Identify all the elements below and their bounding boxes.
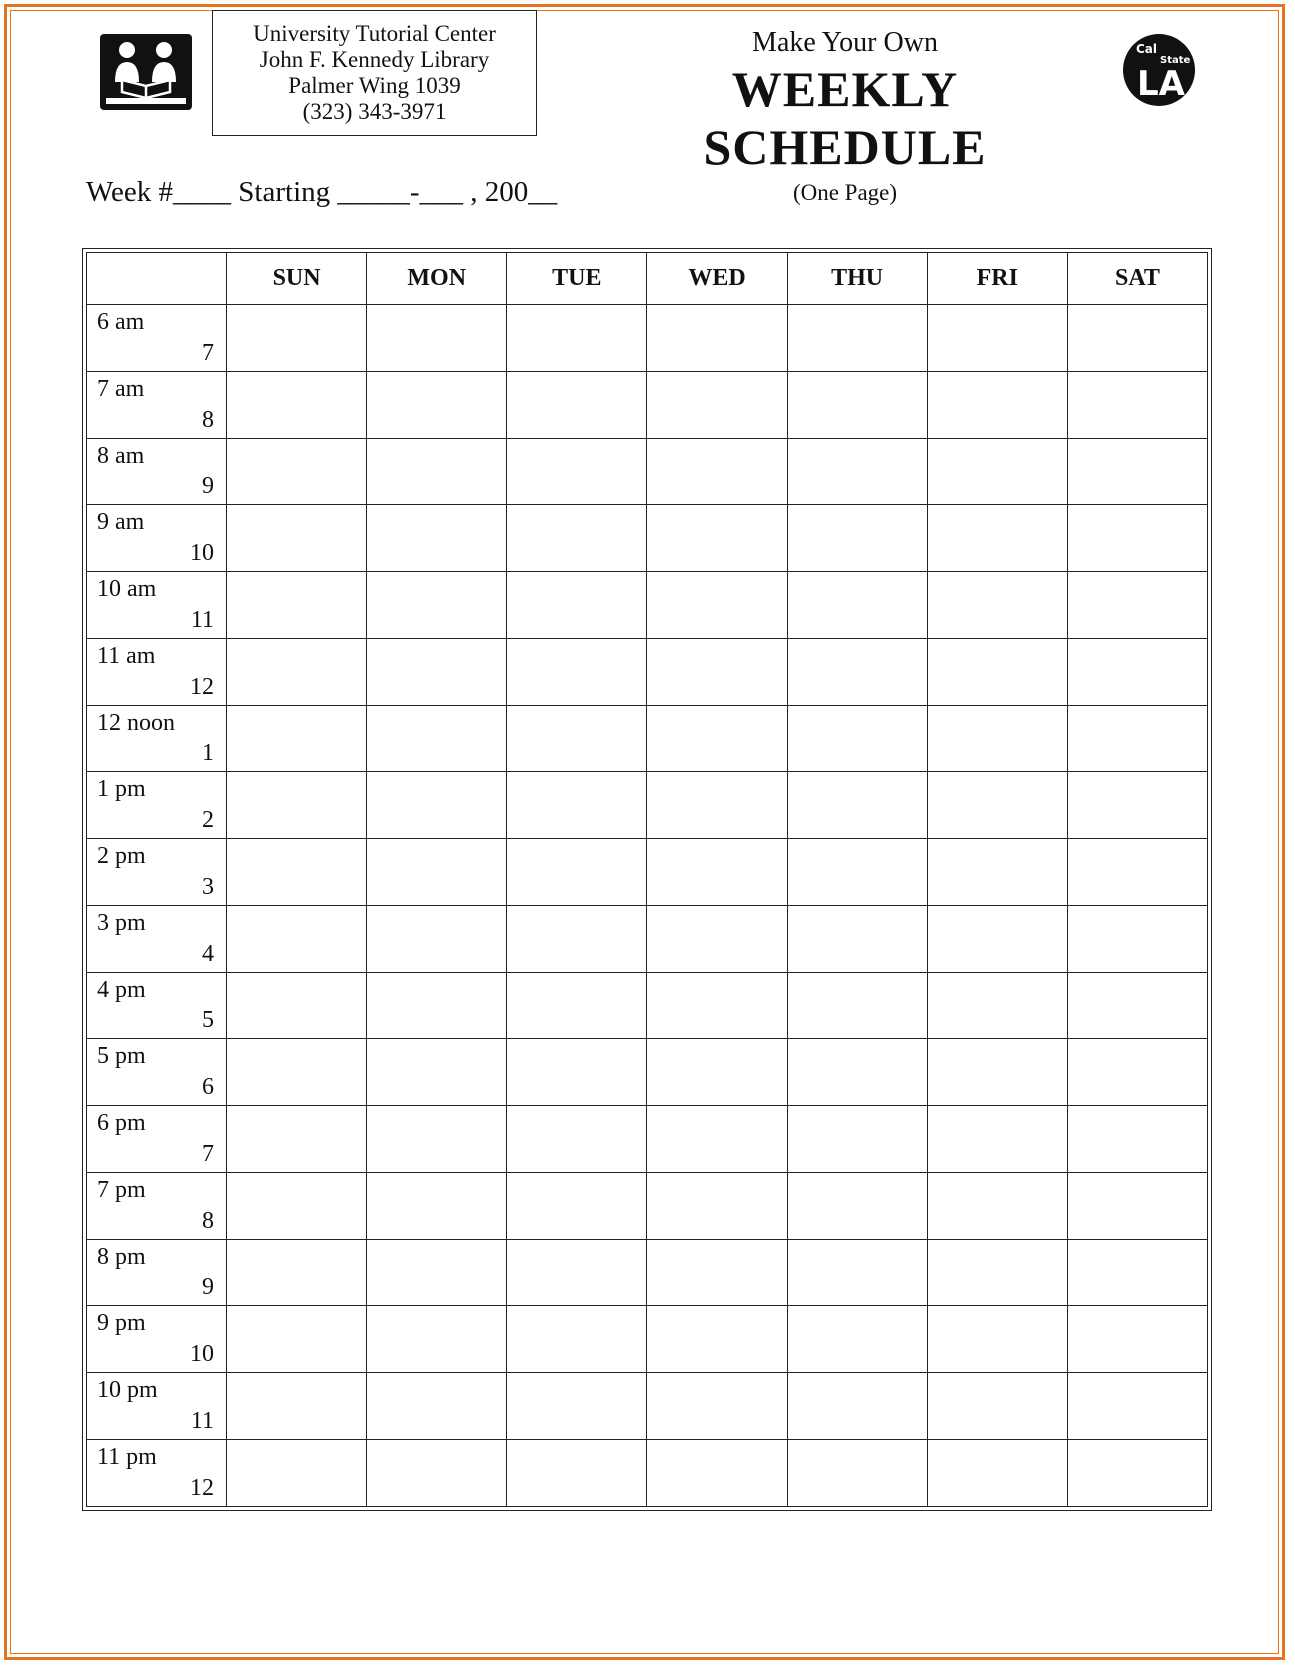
time-end: 12	[190, 1475, 214, 1501]
table-row	[87, 1239, 1208, 1306]
schedule-slot-sat[interactable]	[1067, 438, 1207, 505]
time-label-cell	[87, 638, 227, 705]
day-header-fri: FRI	[927, 253, 1067, 305]
schedule-slot-fri[interactable]	[927, 438, 1067, 505]
schedule-slot-thu[interactable]	[787, 705, 927, 772]
schedule-slot-mon[interactable]	[367, 1039, 507, 1106]
schedule-slot-tue[interactable]	[507, 972, 647, 1039]
schedule-slot-sat[interactable]	[1067, 572, 1207, 639]
schedule-slot-tue[interactable]	[507, 1172, 647, 1239]
table-row	[87, 638, 1208, 705]
schedule-slot-sun[interactable]	[227, 638, 367, 705]
schedule-slot-wed[interactable]	[647, 305, 787, 372]
table-row	[87, 839, 1208, 906]
table-row	[87, 1440, 1208, 1507]
schedule-slot-thu[interactable]	[787, 1239, 927, 1306]
time-start: 10 pm	[97, 1377, 158, 1404]
schedule-slot-sun[interactable]	[227, 572, 367, 639]
title-weekly: WEEKLY	[731, 61, 959, 117]
schedule-slot-tue[interactable]	[507, 438, 647, 505]
schedule-slot-tue[interactable]	[507, 1106, 647, 1173]
table-row	[87, 305, 1208, 372]
schedule-slot-sun[interactable]	[227, 839, 367, 906]
cal-state-la-logo	[1122, 33, 1196, 107]
schedule-table-frame	[82, 248, 1212, 1511]
schedule-slot-mon[interactable]	[367, 1239, 507, 1306]
time-end: 3	[202, 873, 214, 900]
table-row	[87, 972, 1208, 1039]
schedule-table	[86, 252, 1208, 1507]
schedule-slot-mon[interactable]	[367, 371, 507, 438]
time-start: 9 am	[97, 509, 145, 536]
table-row	[87, 505, 1208, 572]
schedule-slot-wed[interactable]	[647, 371, 787, 438]
schedule-slot-sun[interactable]	[227, 1306, 367, 1373]
logo-text-la: LA	[1137, 64, 1185, 104]
schedule-slot-wed[interactable]	[647, 839, 787, 906]
schedule-slot-fri[interactable]	[927, 1039, 1067, 1106]
schedule-slot-thu[interactable]	[787, 1373, 927, 1440]
time-start: 10 am	[97, 576, 157, 603]
time-label-cell	[87, 705, 227, 772]
schedule-slot-fri[interactable]	[927, 1440, 1067, 1507]
schedule-slot-wed[interactable]	[647, 1239, 787, 1306]
schedule-slot-wed[interactable]	[647, 972, 787, 1039]
table-row	[87, 1172, 1208, 1239]
schedule-slot-thu[interactable]	[787, 905, 927, 972]
time-label-cell	[87, 572, 227, 639]
schedule-slot-mon[interactable]	[367, 772, 507, 839]
schedule-slot-fri[interactable]	[927, 1239, 1067, 1306]
table-row	[87, 1106, 1208, 1173]
schedule-slot-mon[interactable]	[367, 572, 507, 639]
schedule-slot-mon[interactable]	[367, 839, 507, 906]
time-label-cell	[87, 839, 227, 906]
time-start: 1 pm	[97, 776, 146, 803]
schedule-slot-tue[interactable]	[507, 305, 647, 372]
time-label-cell	[87, 1172, 227, 1239]
schedule-slot-fri[interactable]	[927, 972, 1067, 1039]
schedule-slot-tue[interactable]	[507, 1239, 647, 1306]
table-row	[87, 772, 1208, 839]
time-label-cell	[87, 305, 227, 372]
schedule-slot-sun[interactable]	[227, 371, 367, 438]
time-end: 11	[190, 606, 214, 633]
schedule-slot-thu[interactable]	[787, 772, 927, 839]
logo-text-cal: Cal	[1136, 42, 1158, 56]
schedule-slot-sat[interactable]	[1067, 1239, 1207, 1306]
address-line-room: Palmer Wing 1039	[288, 73, 461, 98]
day-header-tue: TUE	[507, 253, 647, 305]
time-end: 5	[202, 1007, 214, 1034]
time-start: 2 pm	[97, 843, 146, 870]
schedule-slot-thu[interactable]	[787, 305, 927, 372]
time-end: 4	[202, 940, 214, 967]
schedule-slot-thu[interactable]	[787, 638, 927, 705]
schedule-slot-mon[interactable]	[367, 972, 507, 1039]
time-end: 7	[202, 339, 214, 366]
title-block	[680, 26, 1010, 208]
time-end: 12	[190, 673, 214, 700]
title-intro: Make Your Own	[752, 27, 938, 58]
time-end: 11	[190, 1408, 214, 1435]
time-label-cell	[87, 1440, 227, 1507]
table-row	[87, 705, 1208, 772]
table-row	[87, 905, 1208, 972]
table-row	[87, 371, 1208, 438]
time-start: 11 pm	[97, 1444, 157, 1471]
schedule-slot-wed[interactable]	[647, 1039, 787, 1106]
table-row	[87, 1373, 1208, 1440]
schedule-slot-thu[interactable]	[787, 572, 927, 639]
schedule-slot-mon[interactable]	[367, 1106, 507, 1173]
schedule-slot-thu[interactable]	[787, 1106, 927, 1173]
schedule-slot-sat[interactable]	[1067, 905, 1207, 972]
schedule-slot-sat[interactable]	[1067, 638, 1207, 705]
schedule-slot-sat[interactable]	[1067, 1306, 1207, 1373]
schedule-slot-wed[interactable]	[647, 1306, 787, 1373]
schedule-slot-thu[interactable]	[787, 371, 927, 438]
schedule-slot-sun[interactable]	[227, 305, 367, 372]
day-header-thu: THU	[787, 253, 927, 305]
schedule-slot-sun[interactable]	[227, 1373, 367, 1440]
time-start: 7 am	[97, 375, 145, 402]
schedule-slot-sun[interactable]	[227, 772, 367, 839]
schedule-slot-sat[interactable]	[1067, 505, 1207, 572]
schedule-slot-fri[interactable]	[927, 1106, 1067, 1173]
schedule-slot-wed[interactable]	[647, 505, 787, 572]
schedule-slot-fri[interactable]	[927, 371, 1067, 438]
address-box	[212, 10, 537, 136]
schedule-slot-sun[interactable]	[227, 705, 367, 772]
schedule-slot-sat[interactable]	[1067, 1172, 1207, 1239]
time-end: 8	[202, 406, 214, 433]
schedule-slot-fri[interactable]	[927, 705, 1067, 772]
time-label-cell	[87, 1239, 227, 1306]
schedule-slot-sat[interactable]	[1067, 1373, 1207, 1440]
schedule-slot-wed[interactable]	[647, 705, 787, 772]
time-start: 6 am	[97, 309, 145, 335]
time-end: 9	[202, 1274, 214, 1301]
time-label-cell	[87, 1106, 227, 1173]
table-row	[87, 1306, 1208, 1373]
schedule-slot-sun[interactable]	[227, 972, 367, 1039]
schedule-slot-tue[interactable]	[507, 905, 647, 972]
schedule-slot-fri[interactable]	[927, 572, 1067, 639]
time-label-cell	[87, 1373, 227, 1440]
schedule-slot-mon[interactable]	[367, 1172, 507, 1239]
schedule-slot-wed[interactable]	[647, 1106, 787, 1173]
schedule-slot-fri[interactable]	[927, 1373, 1067, 1440]
schedule-slot-sun[interactable]	[227, 1239, 367, 1306]
time-label-cell	[87, 1306, 227, 1373]
schedule-slot-sun[interactable]	[227, 1440, 367, 1507]
time-end: 8	[202, 1207, 214, 1234]
schedule-slot-thu[interactable]	[787, 438, 927, 505]
schedule-slot-fri[interactable]	[927, 772, 1067, 839]
schedule-slot-tue[interactable]	[507, 772, 647, 839]
time-end: 2	[202, 807, 214, 834]
schedule-slot-fri[interactable]	[927, 839, 1067, 906]
day-header-mon: MON	[367, 253, 507, 305]
schedule-slot-sat[interactable]	[1067, 772, 1207, 839]
schedule-slot-mon[interactable]	[367, 705, 507, 772]
schedule-slot-tue[interactable]	[507, 1039, 647, 1106]
time-start: 7 pm	[97, 1176, 146, 1203]
schedule-slot-tue[interactable]	[507, 572, 647, 639]
address-line-center: University Tutorial Center	[253, 21, 496, 46]
schedule-slot-sat[interactable]	[1067, 1106, 1207, 1173]
schedule-slot-thu[interactable]	[787, 839, 927, 906]
schedule-slot-mon[interactable]	[367, 1373, 507, 1440]
time-label-cell	[87, 438, 227, 505]
schedule-slot-sun[interactable]	[227, 905, 367, 972]
corner-cell	[87, 253, 227, 305]
schedule-slot-wed[interactable]	[647, 1172, 787, 1239]
schedule-slot-sat[interactable]	[1067, 839, 1207, 906]
time-start: 4 pm	[97, 976, 146, 1003]
schedule-slot-sat[interactable]	[1067, 705, 1207, 772]
time-label-cell	[87, 505, 227, 572]
time-end: 10	[190, 1341, 214, 1368]
schedule-body	[87, 305, 1208, 1507]
time-label-cell	[87, 972, 227, 1039]
schedule-slot-sun[interactable]	[227, 505, 367, 572]
time-end: 1	[202, 740, 214, 767]
schedule-slot-sat[interactable]	[1067, 1039, 1207, 1106]
time-end: 10	[190, 540, 214, 567]
schedule-slot-wed[interactable]	[647, 1373, 787, 1440]
schedule-slot-sat[interactable]	[1067, 305, 1207, 372]
day-header-sat: SAT	[1067, 253, 1207, 305]
schedule-slot-fri[interactable]	[927, 1306, 1067, 1373]
schedule-slot-tue[interactable]	[507, 705, 647, 772]
day-header-wed: WED	[647, 253, 787, 305]
time-start: 5 pm	[97, 1043, 146, 1070]
schedule-slot-fri[interactable]	[927, 905, 1067, 972]
schedule-slot-tue[interactable]	[507, 638, 647, 705]
schedule-slot-tue[interactable]	[507, 1306, 647, 1373]
schedule-slot-tue[interactable]	[507, 505, 647, 572]
time-label-cell	[87, 1039, 227, 1106]
schedule-slot-wed[interactable]	[647, 1440, 787, 1507]
time-end: 6	[202, 1074, 214, 1101]
schedule-slot-sun[interactable]	[227, 1172, 367, 1239]
schedule-slot-fri[interactable]	[927, 305, 1067, 372]
address-line-library: John F. Kennedy Library	[259, 47, 490, 72]
table-row	[87, 1039, 1208, 1106]
schedule-slot-thu[interactable]	[787, 1039, 927, 1106]
time-start: 8 am	[97, 442, 145, 469]
time-start: 6 pm	[97, 1110, 146, 1137]
time-start: 3 pm	[97, 909, 146, 936]
schedule-slot-wed[interactable]	[647, 438, 787, 505]
schedule-slot-sun[interactable]	[227, 438, 367, 505]
time-label-cell	[87, 905, 227, 972]
schedule-slot-fri[interactable]	[927, 1172, 1067, 1239]
schedule-slot-sat[interactable]	[1067, 972, 1207, 1039]
schedule-slot-sat[interactable]	[1067, 1440, 1207, 1507]
time-start: 12 noon	[97, 709, 175, 736]
time-label-cell	[87, 772, 227, 839]
time-end: 9	[202, 473, 214, 500]
schedule-slot-mon[interactable]	[367, 638, 507, 705]
tutoring-readers-icon	[100, 34, 192, 110]
schedule-slot-mon[interactable]	[367, 905, 507, 972]
schedule-slot-sun[interactable]	[227, 1039, 367, 1106]
schedule-slot-wed[interactable]	[647, 572, 787, 639]
title-note: (One Page)	[792, 180, 898, 205]
schedule-slot-thu[interactable]	[787, 972, 927, 1039]
schedule-slot-tue[interactable]	[507, 839, 647, 906]
table-row	[87, 438, 1208, 505]
time-start: 11 am	[97, 642, 156, 669]
time-end: 7	[202, 1140, 214, 1167]
logo-text-state: State	[1160, 55, 1191, 66]
day-header-sun: SUN	[227, 253, 367, 305]
schedule-slot-thu[interactable]	[787, 505, 927, 572]
schedule-slot-wed[interactable]	[647, 772, 787, 839]
schedule-slot-mon[interactable]	[367, 1306, 507, 1373]
schedule-slot-mon[interactable]	[367, 305, 507, 372]
day-header-row	[87, 253, 1208, 305]
schedule-slot-thu[interactable]	[787, 1172, 927, 1239]
schedule-slot-tue[interactable]	[507, 1440, 647, 1507]
time-start: 9 pm	[97, 1310, 146, 1337]
schedule-slot-fri[interactable]	[927, 505, 1067, 572]
schedule-slot-sun[interactable]	[227, 1106, 367, 1173]
schedule-slot-mon[interactable]	[367, 505, 507, 572]
schedule-slot-wed[interactable]	[647, 905, 787, 972]
schedule-slot-tue[interactable]	[507, 1373, 647, 1440]
table-row	[87, 572, 1208, 639]
schedule-slot-thu[interactable]	[787, 1306, 927, 1373]
schedule-slot-tue[interactable]	[507, 371, 647, 438]
time-label-cell	[87, 371, 227, 438]
schedule-slot-mon[interactable]	[367, 1440, 507, 1507]
address-line-phone: (323) 343-3971	[302, 99, 447, 124]
schedule-slot-mon[interactable]	[367, 438, 507, 505]
schedule-slot-wed[interactable]	[647, 638, 787, 705]
week-start-line: Week #____ Starting _____-___ , 200__	[86, 176, 558, 208]
schedule-slot-thu[interactable]	[787, 1440, 927, 1507]
schedule-slot-fri[interactable]	[927, 638, 1067, 705]
schedule-slot-sat[interactable]	[1067, 371, 1207, 438]
title-schedule: SCHEDULE	[703, 119, 987, 175]
time-start: 8 pm	[97, 1243, 146, 1270]
